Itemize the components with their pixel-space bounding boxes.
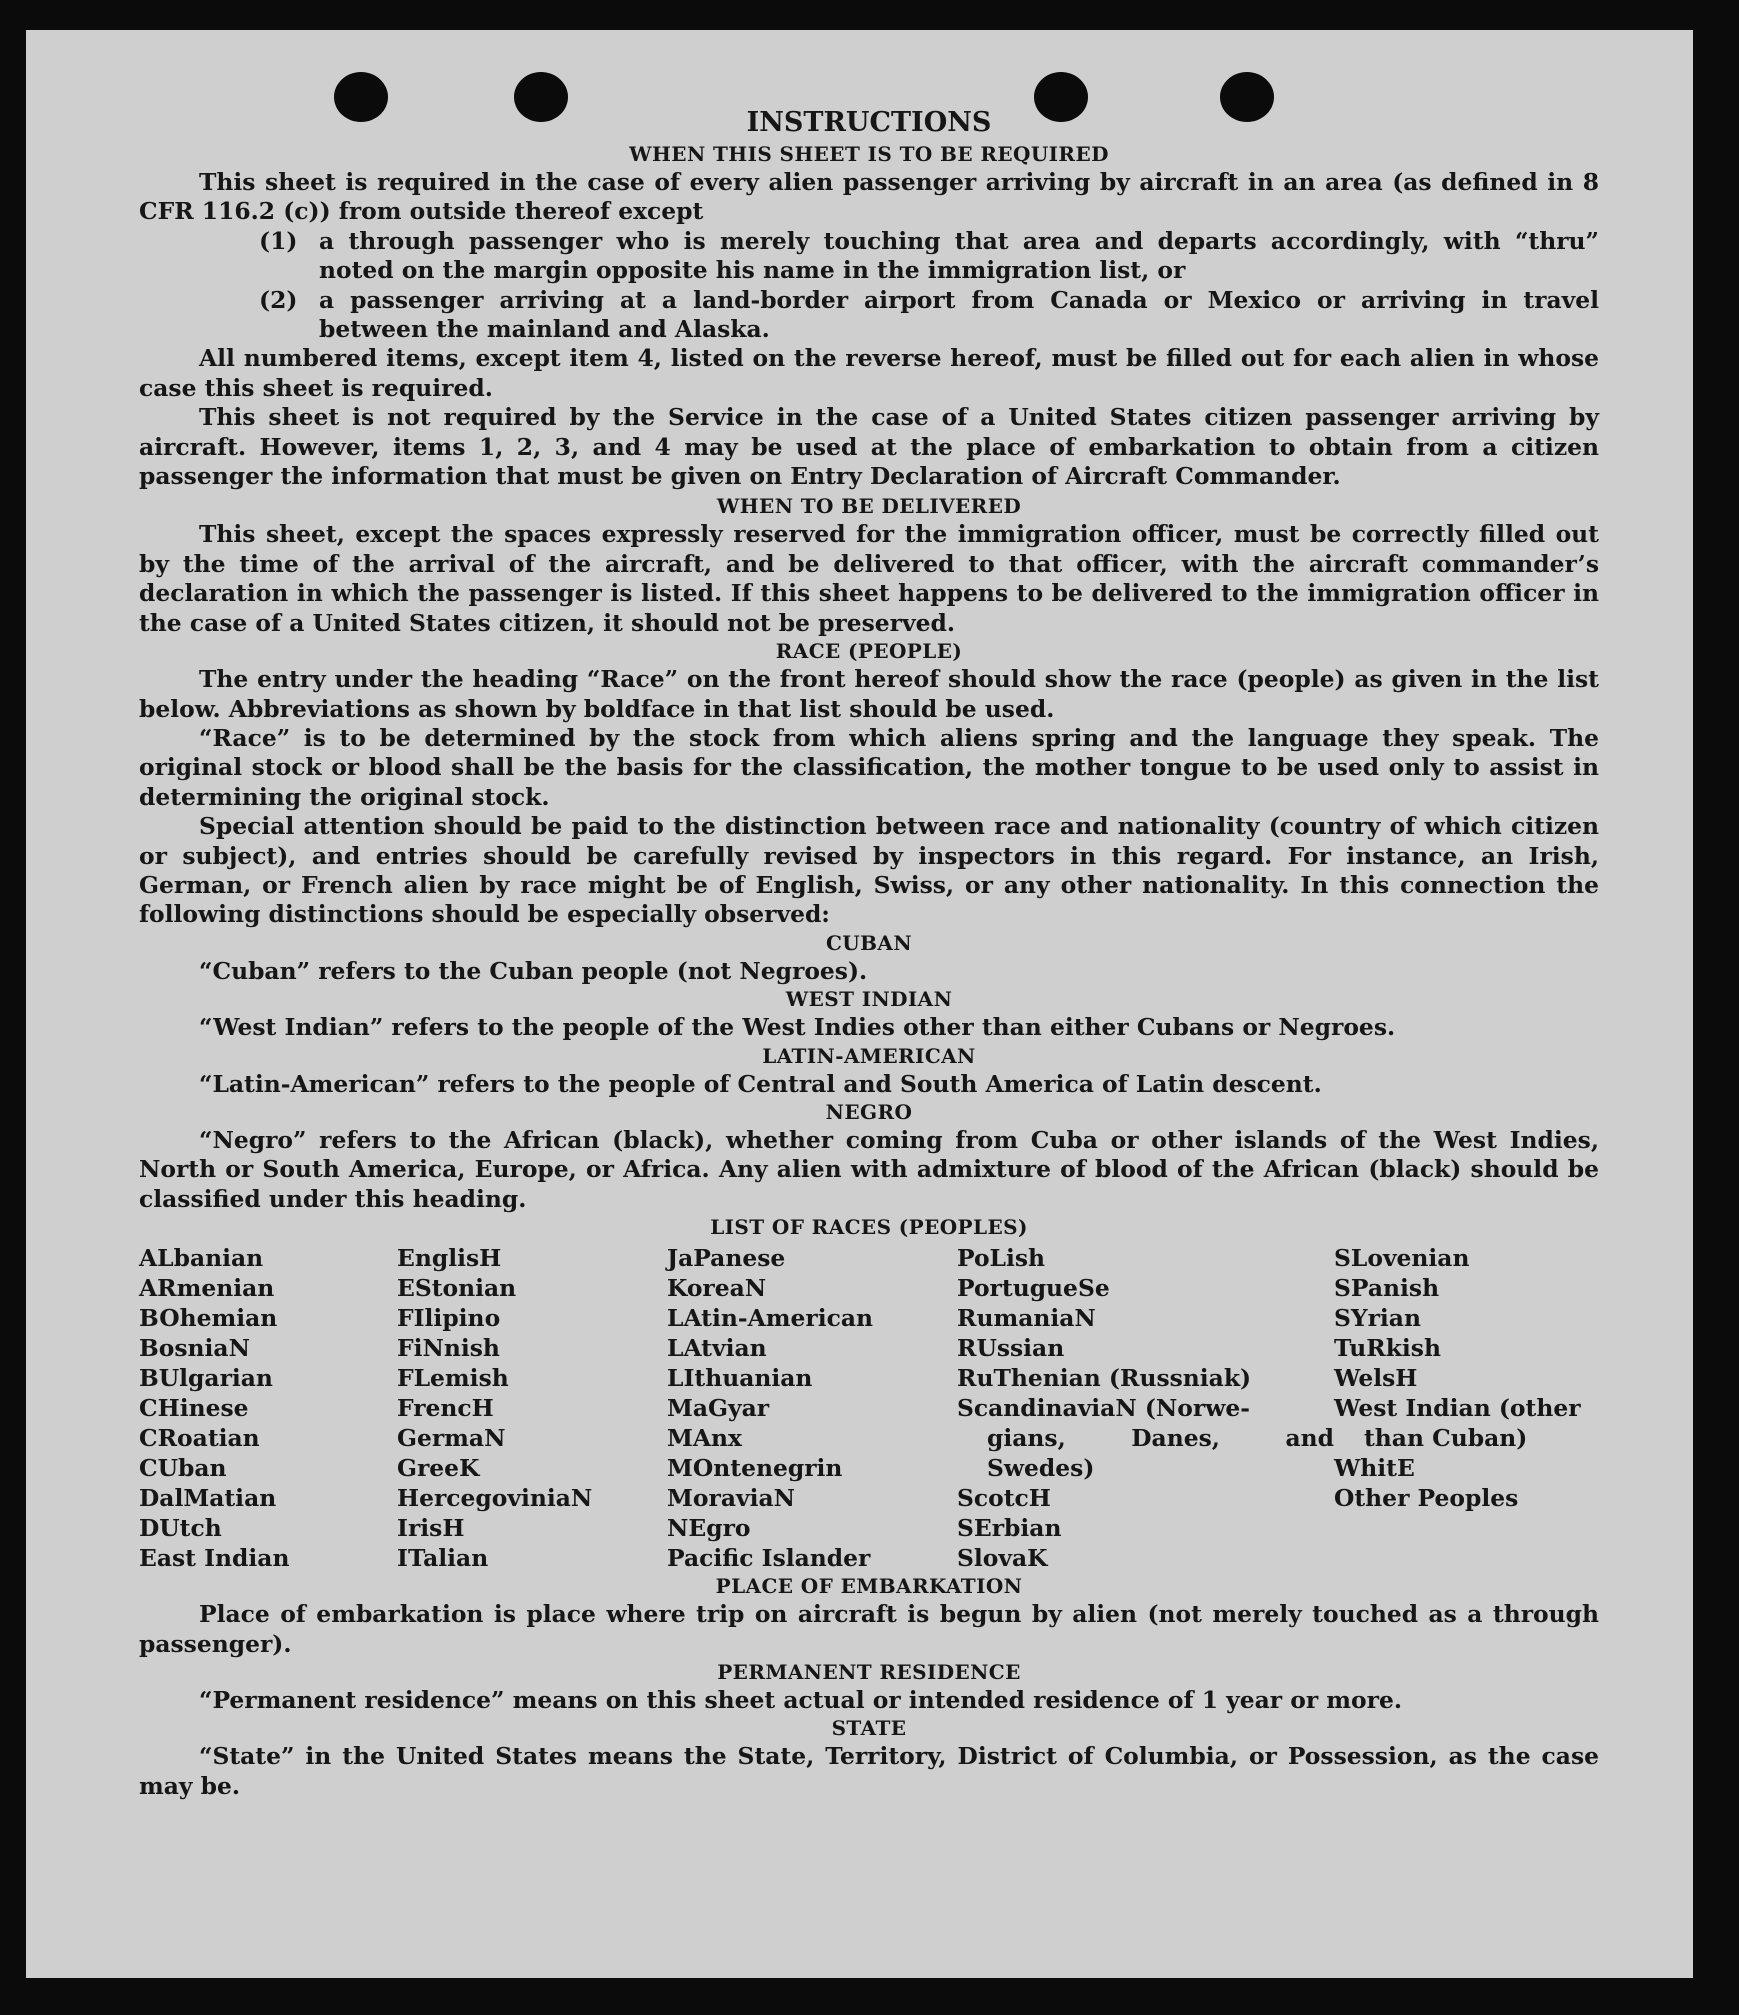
race-entry: SErbian xyxy=(957,1514,1062,1543)
race-entry: ScotcH xyxy=(957,1484,1051,1513)
race-entry: BOhemian xyxy=(139,1304,278,1333)
item-text: a through passenger who is merely touching that area and departs accordingly, with “thru” noted on the margin opposite his name in the immigration list, or xyxy=(319,226,1599,285)
race-entry: TuRkish xyxy=(1334,1334,1441,1363)
race-entry: Swedes) xyxy=(987,1454,1095,1483)
race-entry: FrencH xyxy=(397,1394,494,1423)
race-entry: SLovenian xyxy=(1334,1244,1470,1273)
race-entry: EnglisH xyxy=(397,1244,502,1273)
race-entry: MOntenegrin xyxy=(667,1454,843,1483)
paragraph: The entry under the heading “Race” on the front hereof should show the race (people) as given in the list below. Abbreviations as shown by boldface in that list should be used. xyxy=(139,665,1599,723)
race-entry: RumaniaN xyxy=(957,1304,1096,1333)
paragraph: This sheet, except the spaces expressly reserved for the immigration officer, must be correctly filled out by the time of the arrival of the aircraft, and be delivered to that officer, with the aircraft commander’s declaration in which the passenger is listed. If this sheet happens to be delivered to the immigration officer in the case of a United States citizen, it should not be preserved. xyxy=(139,520,1599,637)
race-entry: DalMatian xyxy=(139,1484,277,1513)
race-entry: ALbanian xyxy=(139,1244,264,1273)
race-entry: LAtvian xyxy=(667,1334,767,1363)
race-entry: KoreaN xyxy=(667,1274,767,1303)
section-heading: PLACE OF EMBARKATION xyxy=(715,1574,1023,1599)
section-heading: LATIN-AMERICAN xyxy=(762,1043,976,1068)
race-entry: SPanish xyxy=(1334,1274,1440,1303)
paragraph: “West Indian” refers to the people of the West Indies other than either Cubans or Negroes. xyxy=(199,1013,1396,1042)
race-entry: ScandinaviaN (Norwe- xyxy=(957,1394,1250,1423)
races-column xyxy=(397,1243,667,1573)
race-entry: BUlgarian xyxy=(139,1364,273,1393)
section-heading: WHEN THIS SHEET IS TO BE REQUIRED xyxy=(629,142,1109,166)
race-entry: LIthuanian xyxy=(667,1364,813,1393)
race-entry: LAtin-American xyxy=(667,1304,873,1333)
item-number: (1) xyxy=(259,226,298,255)
page-title: INSTRUCTIONS xyxy=(746,107,992,138)
race-entry: NEgro xyxy=(667,1514,751,1543)
race-entry: GermaN xyxy=(397,1424,506,1453)
races-list xyxy=(139,1243,1599,1573)
race-entry: West Indian (other xyxy=(1334,1394,1581,1423)
race-entry: ITalian xyxy=(397,1544,489,1573)
paragraph: Place of embarkation is place where trip on aircraft is begun by alien (not merely touched as a through passenger). xyxy=(139,1600,1599,1658)
race-entry: SYrian xyxy=(1334,1304,1421,1333)
paragraph: “Race” is to be determined by the stock from which aliens spring and the language they speak. The original stock or blood shall be the basis for the classification, the mother tongue to be used only to assist in determining the original stock. xyxy=(139,723,1599,811)
race-entry: Other Peoples xyxy=(1334,1484,1519,1513)
paragraph: All numbered items, except item 4, listed on the reverse hereof, must be filled out for each alien in whose case this sheet is required. xyxy=(139,344,1599,402)
race-entry: WhitE xyxy=(1334,1454,1415,1483)
race-entry: MAnx xyxy=(667,1424,742,1453)
paragraph: Special attention should be paid to the distinction between race and nationality (country of which citizen or subject), and entries should be carefully revised by inspectors in this regard. For instance, an Irish, German, or French alien by race might be of English, Swiss, or any other nationality. In this connection the following distinctions should be especially observed: xyxy=(139,812,1599,929)
race-entry: ARmenian xyxy=(139,1274,275,1303)
paragraph: This sheet is required in the case of every alien passenger arriving by aircraft in an area (as defined in 8 CFR 116.2 (c)) from outside thereof except xyxy=(139,168,1599,226)
race-entry: BosniaN xyxy=(139,1334,250,1363)
races-column xyxy=(667,1243,957,1573)
item-number: (2) xyxy=(259,285,298,314)
races-column xyxy=(1334,1243,1599,1573)
section-heading: NEGRO xyxy=(825,1099,913,1124)
race-entry: East Indian xyxy=(139,1544,290,1573)
instructions-content xyxy=(139,105,1599,1801)
section-heading: RACE (PEOPLE) xyxy=(775,639,963,664)
race-entry: RUssian xyxy=(957,1334,1065,1363)
race-entry: FIlipino xyxy=(397,1304,501,1333)
document-sheet xyxy=(26,30,1693,1978)
race-entry: JaPanese xyxy=(667,1244,786,1273)
race-entry: PortugueSe xyxy=(957,1274,1110,1303)
race-entry: EStonian xyxy=(397,1274,517,1303)
paragraph: This sheet is not required by the Service in the case of a United States citizen passenger arriving by aircraft. However, items 1, 2, 3, and 4 may be used at the place of embarkation to obtain from a citizen passenger the information that must be given on Entry Declaration of Aircraft Commander. xyxy=(139,403,1599,491)
paragraph: “Cuban” refers to the Cuban people (not Negroes). xyxy=(199,956,868,985)
paragraph: “Negro” refers to the African (black), whether coming from Cuba or other islands of the West Indies, North or South America, Europe, or Africa. Any alien with admixture of blood of the African (black) should be classified under this heading. xyxy=(139,1125,1599,1213)
race-entry: FiNnish xyxy=(397,1334,500,1363)
race-entry: GreeK xyxy=(397,1454,480,1483)
races-column xyxy=(139,1243,397,1573)
section-heading: WEST INDIAN xyxy=(785,987,953,1012)
race-entry: than Cuban) xyxy=(1364,1424,1528,1453)
section-heading: PERMANENT RESIDENCE xyxy=(717,1660,1021,1684)
race-entry: Pacific Islander xyxy=(667,1544,871,1573)
section-heading: WHEN TO BE DELIVERED xyxy=(716,494,1022,519)
race-entry: gians, Danes, and xyxy=(987,1424,1334,1453)
race-entry: CUban xyxy=(139,1454,227,1483)
section-heading: STATE xyxy=(831,1716,907,1741)
race-entry: MoraviaN xyxy=(667,1484,795,1513)
exception-item xyxy=(139,227,1599,286)
exception-item xyxy=(139,286,1599,345)
race-entry: CHinese xyxy=(139,1394,249,1423)
race-entry: DUtch xyxy=(139,1514,222,1543)
section-heading: LIST OF RACES (PEOPLES) xyxy=(710,1215,1028,1240)
race-entry: IrisH xyxy=(397,1514,465,1543)
race-entry: SlovaK xyxy=(957,1544,1048,1573)
section-heading: CUBAN xyxy=(825,930,913,955)
paragraph: “Latin-American” refers to the people of Central and South America of Latin descent. xyxy=(199,1069,1322,1098)
paragraph: “Permanent residence” means on this sheet actual or intended residence of 1 year or more. xyxy=(199,1686,1402,1714)
race-entry: HercegoviniaN xyxy=(397,1484,593,1513)
race-entry: CRoatian xyxy=(139,1424,260,1453)
race-entry: PoLish xyxy=(957,1244,1046,1273)
item-text: a passenger arriving at a land-border airport from Canada or Mexico or arriving in travel between the mainland and Alaska. xyxy=(319,285,1599,344)
race-entry: FLemish xyxy=(397,1364,509,1393)
races-column xyxy=(957,1243,1334,1573)
race-entry: WelsH xyxy=(1334,1364,1418,1393)
paragraph: “State” in the United States means the State, Territory, District of Columbia, or Possession, as the case may be. xyxy=(139,1742,1599,1800)
race-entry: MaGyar xyxy=(667,1394,770,1423)
race-entry: RuThenian (Russniak) xyxy=(957,1364,1252,1393)
